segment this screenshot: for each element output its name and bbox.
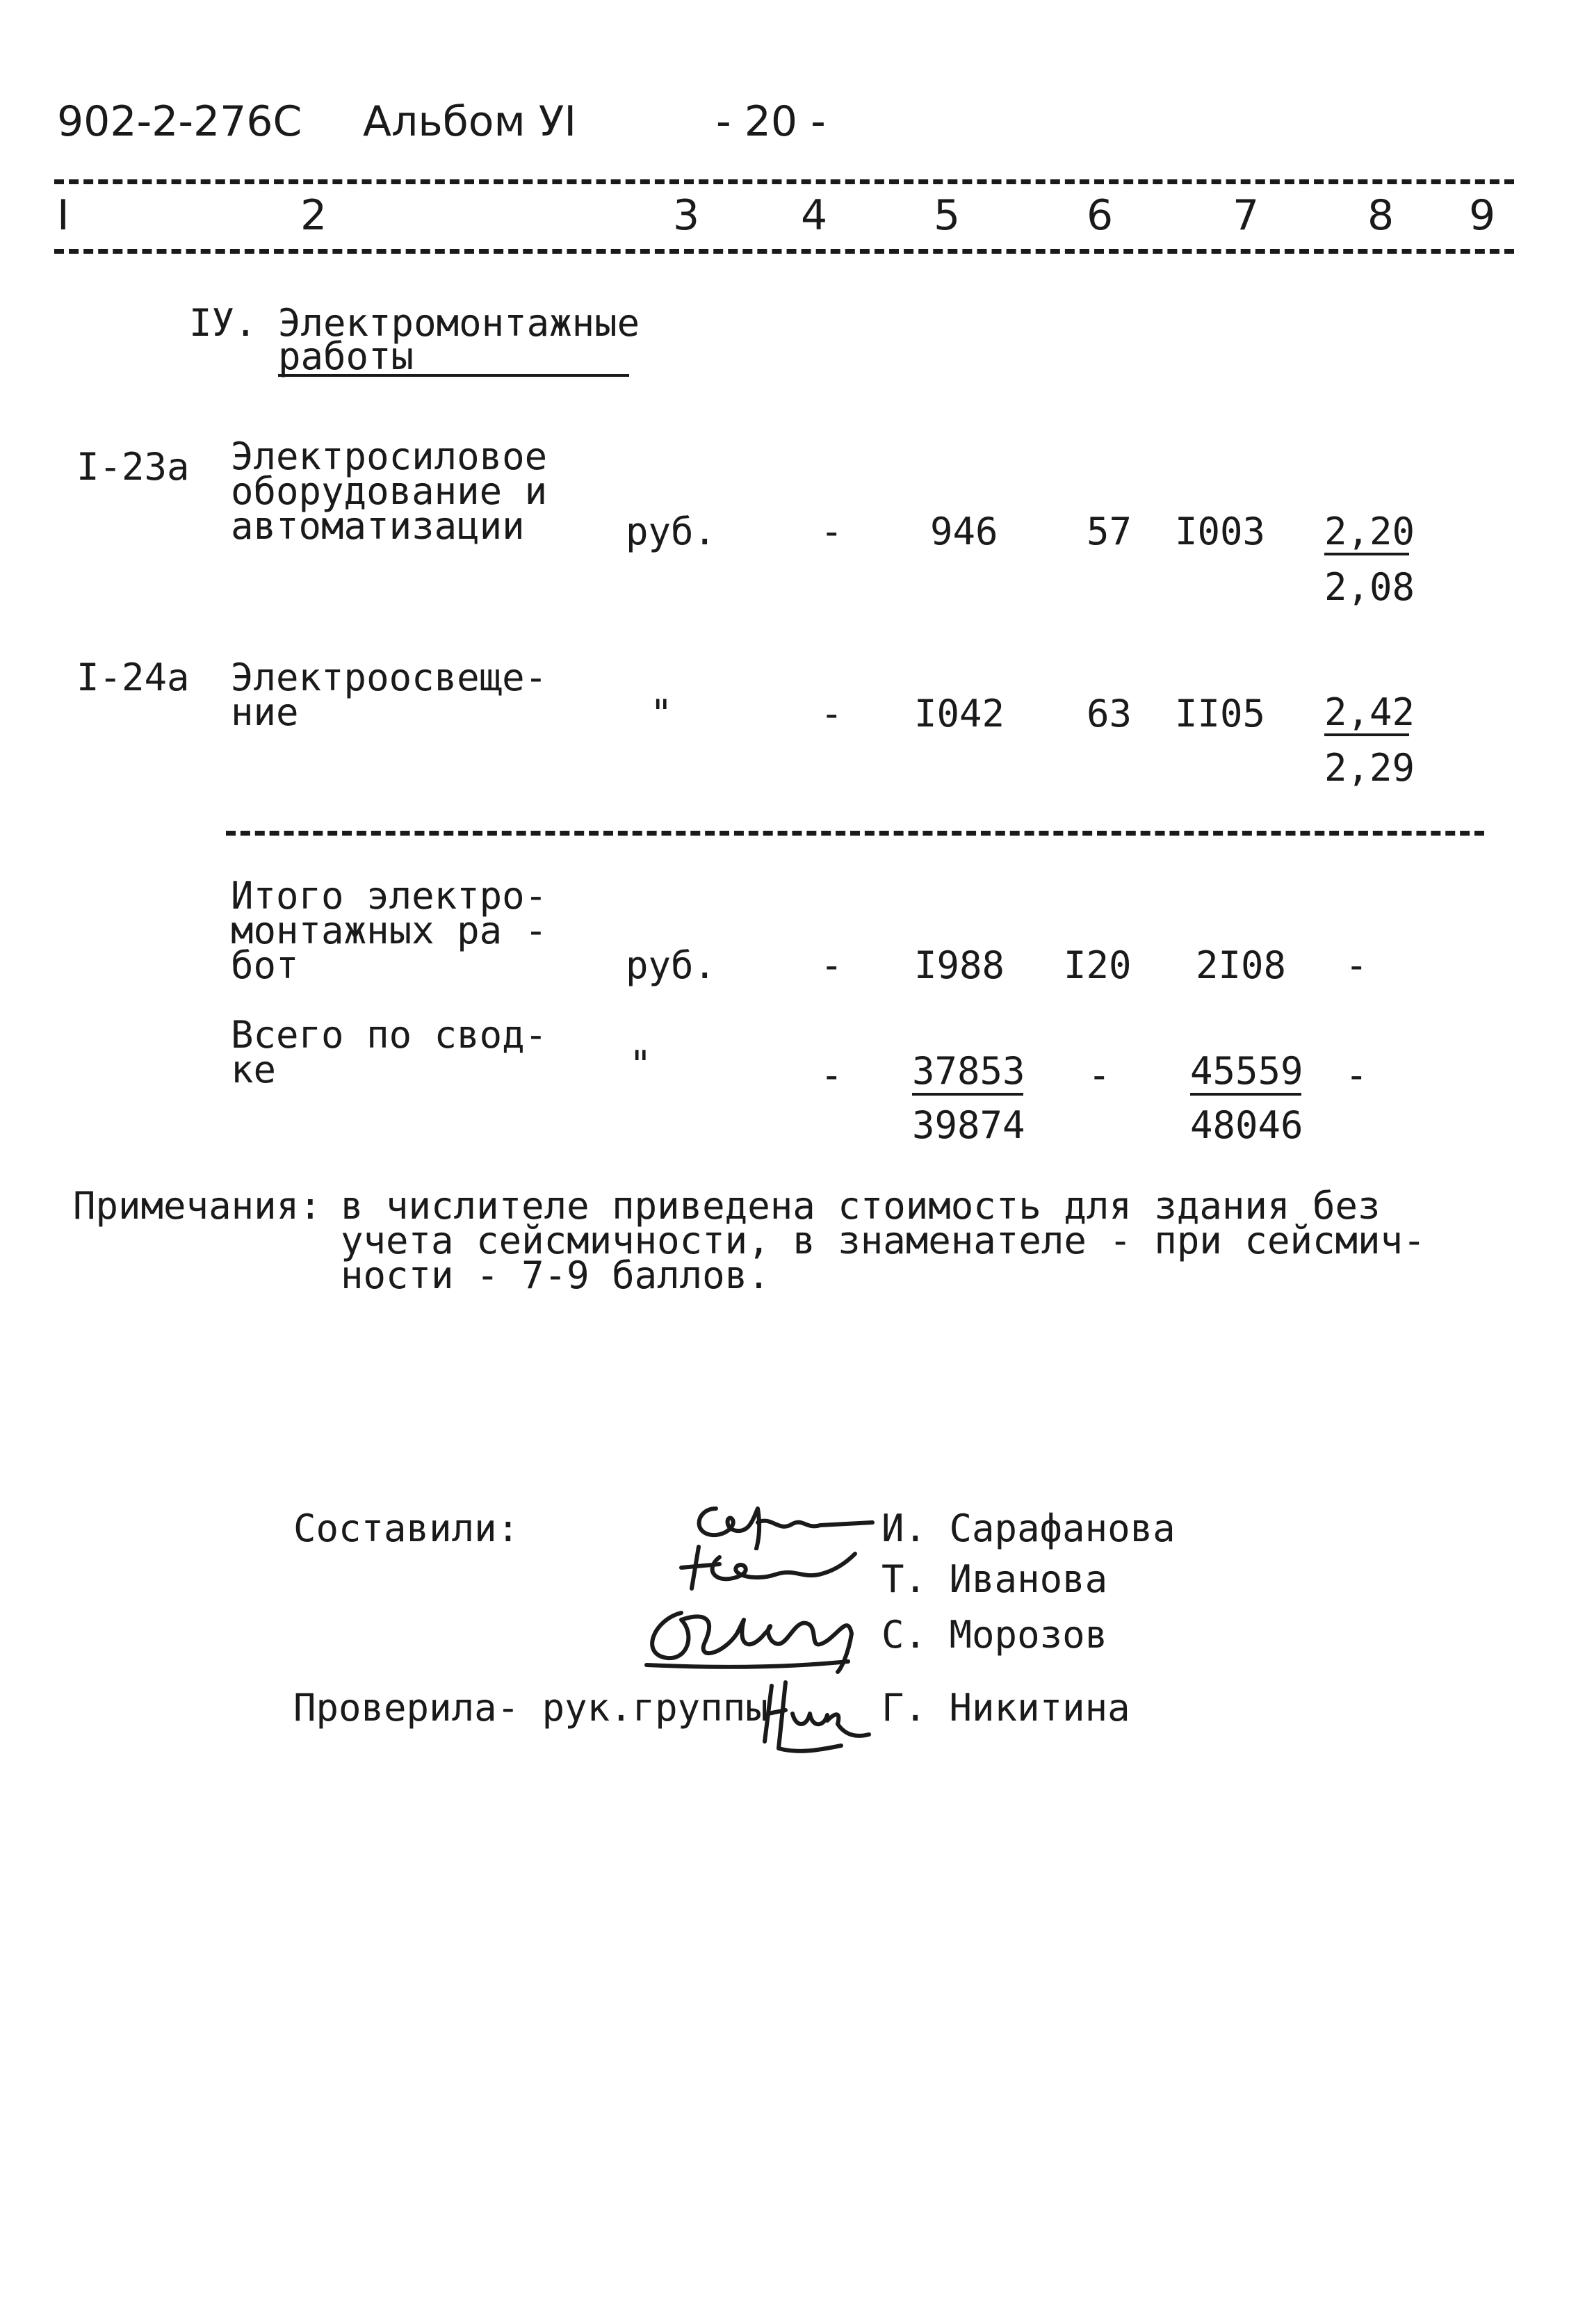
signature-ivanova: [678, 1540, 859, 1592]
row-col6: 63: [1087, 692, 1132, 736]
totals-name-line: Итого электро-: [231, 874, 548, 918]
totals-col5-denominator: 39874: [912, 1103, 1025, 1147]
totals-name-line: бот: [231, 943, 299, 987]
row-name-line: оборудование и: [231, 469, 548, 513]
row-name-line: ние: [231, 690, 299, 734]
totals-name-line: ке: [231, 1048, 277, 1091]
note-line: ности - 7-9 баллов.: [341, 1253, 770, 1297]
column-header: 7: [1233, 191, 1260, 240]
signature-nikitina: [758, 1672, 876, 1755]
totals-name-line: монтажных ра -: [231, 909, 548, 952]
totals-unit: руб.: [626, 943, 717, 987]
row-unit: руб.: [626, 510, 717, 553]
album-label: Альбом УI: [363, 97, 577, 146]
compiled-by-label: Составили:: [293, 1506, 520, 1550]
row-col4: -: [820, 692, 843, 736]
section-title-line1: Электромонтажные: [278, 301, 640, 345]
totals-col6: I20: [1064, 943, 1132, 987]
row-col5: 946: [930, 510, 998, 553]
compiler-name: И. Сарафанова: [881, 1506, 1176, 1550]
compiler-name: С. Морозов: [881, 1613, 1108, 1657]
column-header: 8: [1367, 191, 1395, 240]
totals-col7-denominator: 48046: [1190, 1103, 1303, 1147]
totals-col8: -: [1345, 1053, 1368, 1097]
row-col8-denominator: 2,29: [1324, 746, 1415, 790]
compiler-name: Т. Иванова: [881, 1557, 1108, 1601]
column-header: 2: [300, 191, 327, 240]
totals-col4: -: [820, 1053, 843, 1097]
totals-col5: I988: [914, 943, 1005, 987]
row-col6: 57: [1087, 510, 1132, 553]
section-title-underline: [278, 374, 629, 377]
row-code: I-24а: [76, 656, 190, 699]
row-col8-numerator: 2,42: [1324, 690, 1415, 734]
fraction-bar: [1190, 1093, 1301, 1096]
signature-morozov: [640, 1592, 876, 1675]
row-name-line: Электросиловое: [231, 434, 548, 478]
note-line: учета сейсмичности, в знаменателе - при сейсмич-: [341, 1219, 1426, 1262]
row-code: I-23а: [76, 445, 190, 489]
column-header: I: [57, 191, 70, 240]
column-header: 6: [1087, 191, 1114, 240]
totals-col5-numerator: 37853: [912, 1049, 1025, 1093]
totals-name-line: Всего по свод-: [231, 1013, 548, 1057]
column-header: 4: [801, 191, 828, 240]
row-name-line: Электроосвеще-: [231, 656, 548, 699]
row-col8-denominator: 2,08: [1324, 565, 1415, 609]
totals-col8: -: [1345, 943, 1368, 987]
row-name-line: автоматизации: [231, 504, 525, 548]
row-col4: -: [820, 510, 843, 553]
row-unit: ": [650, 692, 673, 736]
totals-unit: ": [629, 1043, 652, 1087]
header-rule-bottom: [54, 249, 1514, 254]
note-label: Примечания:: [73, 1184, 322, 1228]
row-col8-numerator: 2,20: [1324, 510, 1415, 553]
totals-col7: 2I08: [1196, 943, 1287, 987]
document-code: 902-2-276С: [57, 97, 302, 146]
column-header: 3: [673, 191, 700, 240]
header-rule-top: [54, 179, 1514, 184]
page-number: - 20 -: [716, 97, 826, 146]
totals-col4: -: [820, 943, 843, 987]
totals-col6: -: [1088, 1053, 1111, 1097]
column-header: 9: [1469, 191, 1496, 240]
row-col5: I042: [914, 692, 1005, 736]
totals-col7-numerator: 45559: [1190, 1049, 1303, 1093]
checker-name: Г. Никитина: [881, 1686, 1130, 1730]
note-line: в числителе приведена стоимость для здания без: [341, 1184, 1381, 1228]
row-col7: I003: [1175, 510, 1266, 553]
totals-rule: [226, 831, 1484, 836]
section-number: IУ.: [189, 301, 257, 345]
row-col7: II05: [1175, 692, 1266, 736]
fraction-bar: [1324, 553, 1409, 555]
fraction-bar: [1324, 733, 1409, 736]
fraction-bar: [912, 1093, 1023, 1096]
checked-by-label: Проверила- рук.группы: [293, 1686, 768, 1730]
column-header: 5: [934, 191, 961, 240]
section-title-line2: работы: [278, 334, 414, 378]
